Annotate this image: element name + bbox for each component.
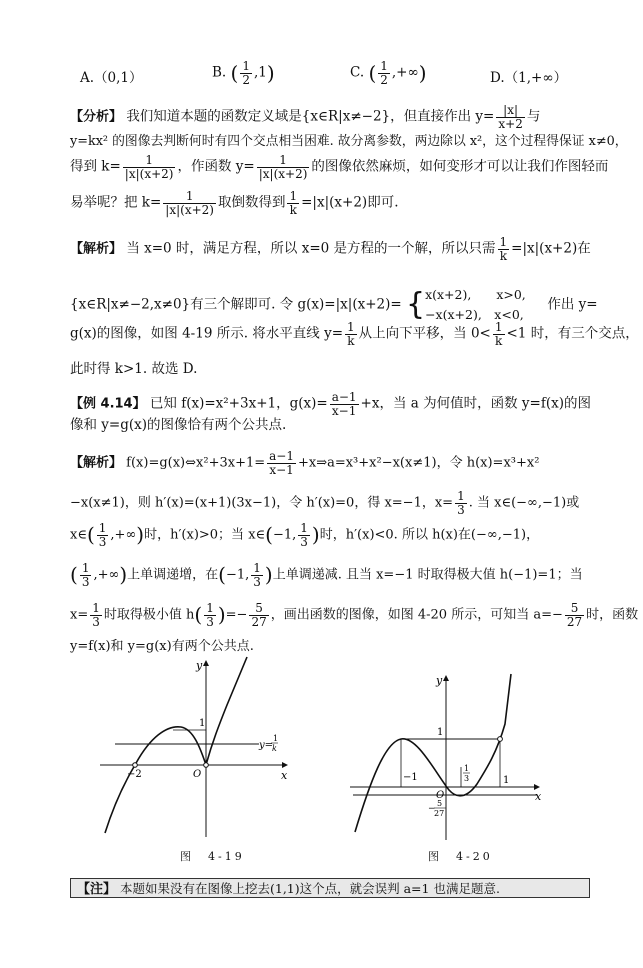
fraction: $\frac{1}{3}$ bbox=[206, 601, 214, 629]
fraction: $\frac{1}{3}$ bbox=[457, 489, 465, 517]
piecewise-cases: x(x+2), x>0, −x(x+2), x<0, bbox=[425, 287, 526, 322]
y-axis-label: y bbox=[436, 674, 443, 687]
solution1-line-2: {x∈R|x≠−2,x≠0}有三个解即可. 令 g(x)=|x|(x+2)= { x(x+2), x>0, −x(x+2), x<0, 作出 y= bbox=[70, 285, 598, 325]
fraction: $\frac{1}{2}$ bbox=[242, 59, 250, 87]
tick-1-x: 1 bbox=[503, 775, 510, 786]
fraction: $\frac{1}{3}$ bbox=[98, 521, 107, 549]
x-axis-label: x bbox=[535, 790, 542, 803]
example-line-1: 【例 4.14】 已知 f(x)=x²+3x+1，g(x)= $\frac{a-1}{x-1}$ +x，当 a 为何值时，函数 y=f(x)的图 bbox=[70, 390, 591, 418]
analysis-line-4: 易举呢？把 k= $\frac{1}{|x|(x+2)}$ 取倒数得到 $\frac{1}{k}$ =|x|(x+2)即可. bbox=[70, 189, 399, 217]
solution2-line-5: x= $\frac{1}{3}$ 时取得极小值 h( $\frac{1}{3}$ )=− $\frac{5}{27}$ ，画出函数的图像，如图 4-20 所示，可知当 a=− $\frac{5}{27}$ 时，函数 bbox=[70, 601, 639, 629]
note-box: 【注】 本题如果没有在图像上挖去(1,1)这个点，就会误判 a=1 也满足题意. bbox=[70, 878, 590, 898]
line-label-num: 1 bbox=[273, 734, 279, 743]
choice-d: D.（1,+∞） bbox=[490, 70, 568, 86]
fraction: $\frac{1}{3}$ bbox=[81, 561, 90, 589]
fraction: $\frac{1}{|x|(x+2)}$ bbox=[258, 153, 308, 181]
answer-choices bbox=[80, 59, 600, 90]
fraction: $\frac{1}{3}$ bbox=[253, 561, 261, 589]
origin-label: O bbox=[436, 790, 445, 801]
analysis-line-1: 【分析】 我们知道本题的函数定义域是{x∈R|x≠−2}，但直接作出 y= $\frac{|x|}{x+2}$ 与 bbox=[70, 103, 541, 131]
open-point-origin bbox=[204, 763, 209, 768]
tick-min-sign: − bbox=[428, 804, 436, 814]
tick-third-num: 1 bbox=[464, 764, 470, 773]
fraction: $\frac{a-1}{x-1}$ bbox=[269, 449, 294, 477]
fraction: $\frac{|x|}{x+2}$ bbox=[498, 103, 523, 131]
example-line-2: 像和 y=g(x)的图像恰有两个公共点. bbox=[70, 417, 287, 433]
figure-4-20 bbox=[345, 672, 560, 842]
fraction: $\frac{1}{k}$ bbox=[494, 320, 503, 348]
solution2-line-2: −x(x≠1)，则 h′(x)=(x+1)(3x−1)，令 h′(x)=0，得 x=−1，x= $\frac{1}{3}$ . 当 x∈(−∞,−1)或 bbox=[70, 489, 580, 517]
solution1-line-3: g(x)的图像，如图 4-19 所示. 将水平直线 y= $\frac{1}{k}$ 从上向下平移，当 0< $\frac{1}{k}$ <1 时，有三个交点， bbox=[70, 320, 639, 348]
tick-min-den: 27 bbox=[434, 809, 445, 818]
choice-a: A.（0,1） bbox=[80, 70, 143, 86]
choice-b: B. ( $\frac{1}{2}$ ,1) bbox=[212, 59, 275, 87]
solution2-line-4: ( $\frac{1}{3}$ ,+∞)上单调递增，在(−1, $\frac{1}{3}$ )上单调递减. 且当 x=−1 时取得极大值 h(−1)=1；当 bbox=[70, 561, 583, 589]
tick-1: 1 bbox=[199, 718, 206, 729]
solution2-line-3: x∈( $\frac{1}{3}$ ,+∞)时，h′(x)>0；当 x∈(−1, $\frac{1}{3}$ )时，h′(x)<0. 所以 h(x)在(−∞,−1)， bbox=[70, 521, 540, 549]
tick-min-num: 5 bbox=[437, 799, 443, 808]
fraction: $\frac{1}{3}$ bbox=[92, 601, 100, 629]
figure-4-20-caption: 图 4-20 bbox=[428, 850, 493, 863]
curve-g bbox=[105, 657, 247, 833]
tick-third-den: 3 bbox=[464, 774, 470, 783]
fraction: $\frac{1}{|x|(x+2)}$ bbox=[165, 189, 214, 217]
analysis-line-3: 得到 k= $\frac{1}{|x|(x+2)}$ ，作函数 y= $\frac{1}{|x|(x+2)}$ 的图像依然麻烦，如何变形才可以让我们作图轻而 bbox=[70, 153, 609, 181]
fraction: $\frac{5}{27}$ bbox=[251, 601, 267, 629]
solution2-line-1: 【解析】 f(x)=g(x)⇔x²+3x+1= $\frac{a-1}{x-1}$ +x⇒a=x³+x²−x(x≠1)，令 h(x)=x³+x² bbox=[70, 449, 540, 477]
fraction: $\frac{1}{2}$ bbox=[380, 59, 388, 87]
y-axis-label: y bbox=[196, 659, 203, 672]
solution1-line-1: 【解析】 当 x=0 时，满足方程，所以 x=0 是方程的一个解，所以只需 $\frac{1}{k}$ =|x|(x+2)在 bbox=[70, 235, 591, 263]
figure-4-19 bbox=[95, 655, 310, 840]
tick-neg2: −2 bbox=[127, 769, 142, 780]
analysis-line-2: y=kx² 的图像去判断何时有四个交点相当困难. 故分离参数，两边除以 x²，这个过程得保证 x≠0， bbox=[70, 134, 628, 149]
line-label-den: k bbox=[272, 744, 277, 753]
solution2-line-6: y=f(x)和 y=g(x)有两个公共点. bbox=[70, 639, 254, 654]
fraction: $\frac{5}{27}$ bbox=[566, 601, 583, 629]
fraction: $\frac{1}{k}$ bbox=[289, 189, 298, 217]
open-point-neg2 bbox=[133, 763, 138, 768]
solution1-line-4: 此时得 k>1. 故选 D. bbox=[70, 361, 198, 377]
open-point-1-1 bbox=[498, 737, 503, 742]
figure-4-19-caption: 图 4-19 bbox=[180, 850, 245, 863]
fraction: $\frac{a-1}{x-1}$ bbox=[331, 390, 357, 418]
tick-neg1: −1 bbox=[403, 772, 418, 783]
fraction: $\frac{1}{|x|(x+2)}$ bbox=[124, 153, 174, 181]
origin-label: O bbox=[193, 769, 202, 780]
fraction: $\frac{1}{3}$ bbox=[300, 521, 308, 549]
fraction: $\frac{1}{k}$ bbox=[499, 235, 508, 263]
tick-1-y: 1 bbox=[437, 727, 444, 738]
fraction: $\frac{1}{k}$ bbox=[347, 320, 355, 348]
choice-c: C. ( $\frac{1}{2}$ ,+∞) bbox=[350, 59, 427, 87]
line-label: y= bbox=[259, 740, 274, 751]
x-axis-label: x bbox=[281, 769, 288, 782]
